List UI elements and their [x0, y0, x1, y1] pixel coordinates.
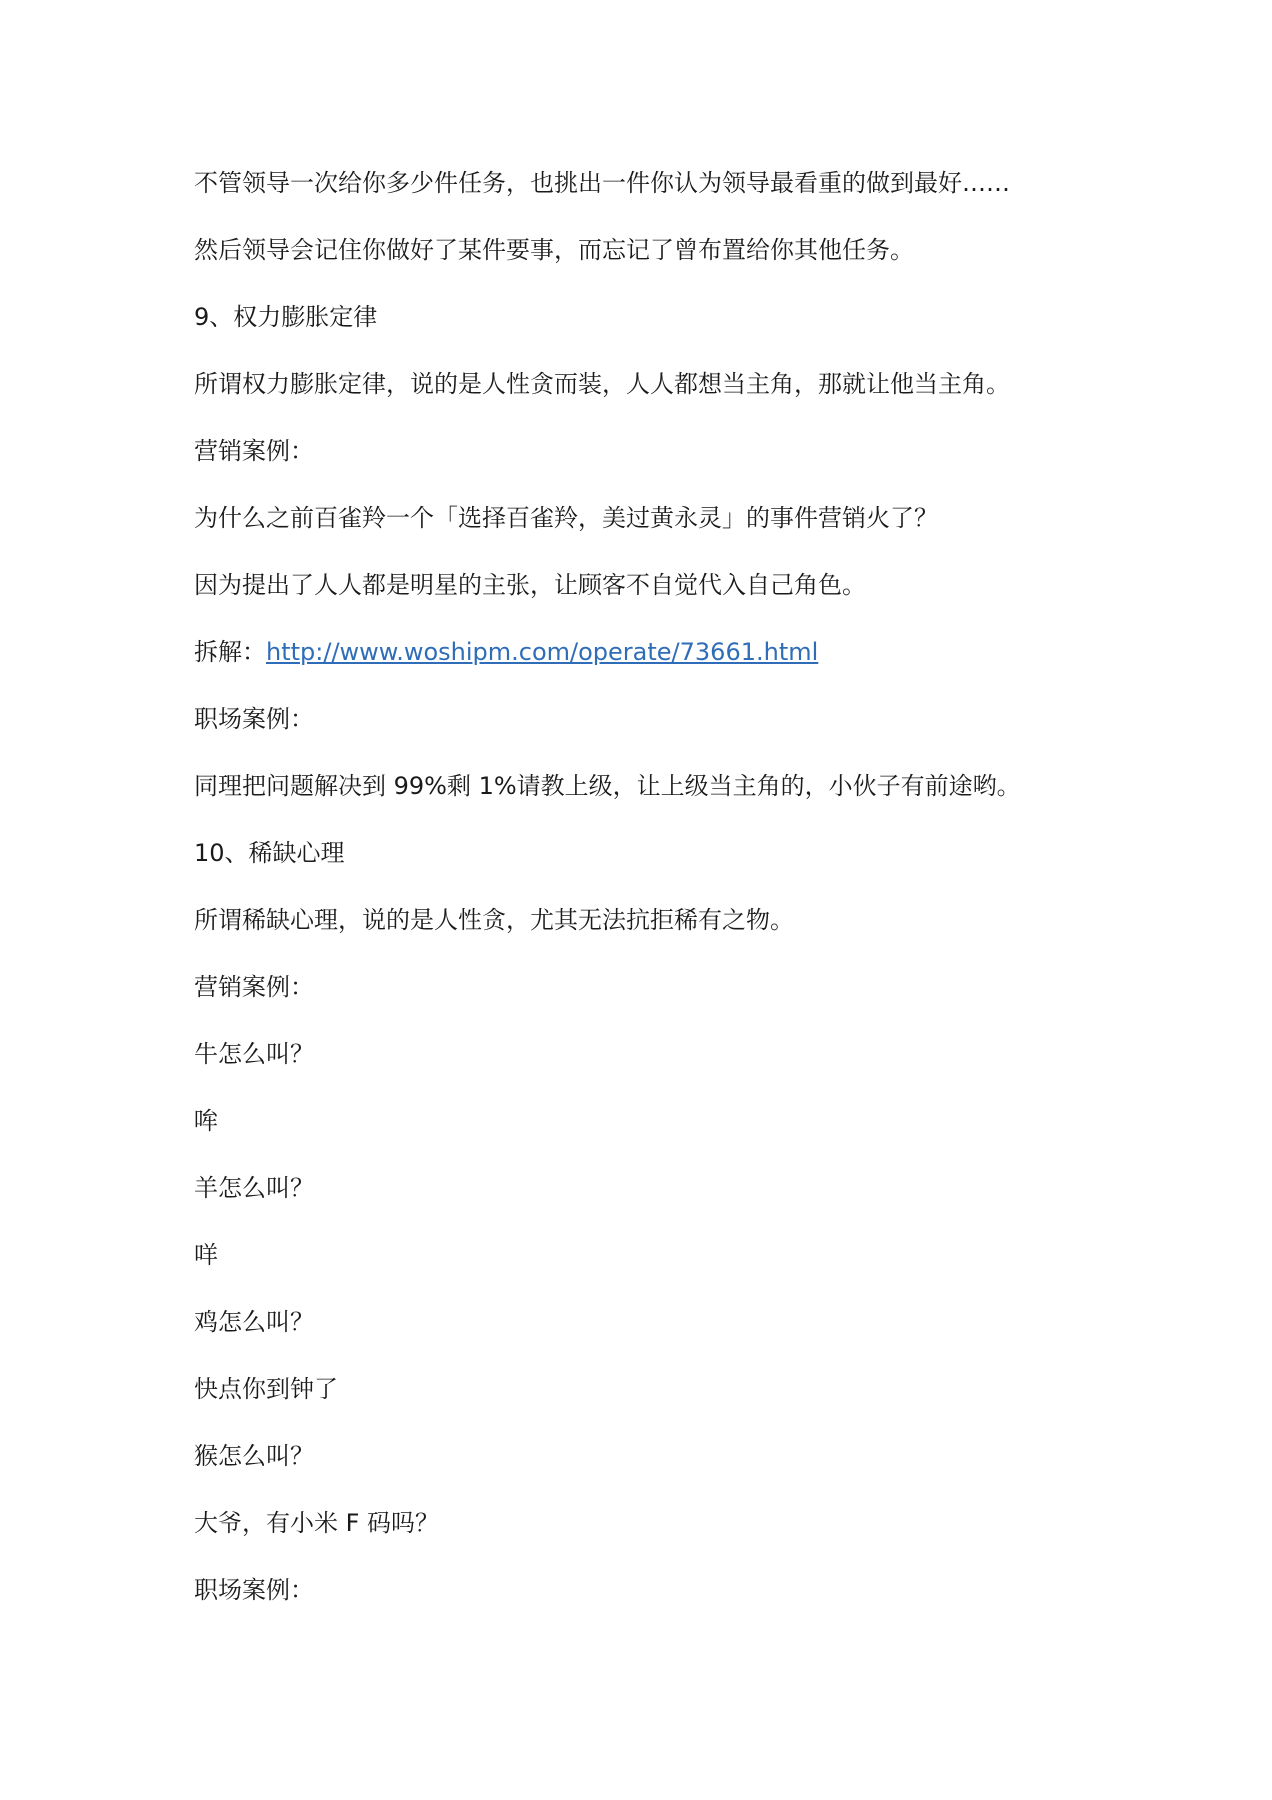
case-label: 职场案例： — [194, 705, 314, 733]
case-label: 职场案例： — [194, 1576, 314, 1604]
link-line — [194, 635, 1094, 702]
paragraph: 然后领导会记住你做好了某件要事，而忘记了曾布置给你其他任务。 — [194, 236, 914, 264]
paragraph: 所谓稀缺心理，说的是人性贪，尤其无法抗拒稀有之物。 — [194, 906, 794, 934]
case-label: 营销案例： — [194, 437, 314, 465]
paragraph: 咩 — [194, 1241, 218, 1269]
section-heading: 9、权力膨胀定律 — [194, 303, 378, 331]
paragraph: 为什么之前百雀羚一个「选择百雀羚，美过黄永灵」的事件营销火了？ — [194, 504, 938, 532]
paragraph: 哞 — [194, 1107, 218, 1135]
paragraph: 不管领导一次给你多少件任务，也挑出一件你认为领导最看重的做到最好…… — [194, 169, 1010, 197]
section-heading: 10、稀缺心理 — [194, 839, 345, 867]
link-prefix: 拆解： — [194, 638, 266, 666]
paragraph: 因为提出了人人都是明星的主张，让顾客不自觉代入自己角色。 — [194, 571, 866, 599]
paragraph: 鸡怎么叫？ — [194, 1308, 314, 1336]
paragraph: 快点你到钟了 — [194, 1375, 338, 1403]
paragraph: 羊怎么叫？ — [194, 1174, 314, 1202]
paragraph: 同理把问题解决到 99%剩 1%请教上级，让上级当主角的，小伙子有前途哟。 — [194, 772, 1021, 800]
paragraph: 猴怎么叫？ — [194, 1442, 314, 1470]
paragraph: 大爷，有小米 F 码吗？ — [194, 1509, 440, 1537]
case-label: 营销案例： — [194, 973, 314, 1001]
document-body — [194, 166, 1094, 1640]
paragraph: 牛怎么叫？ — [194, 1040, 314, 1068]
paragraph: 所谓权力膨胀定律，说的是人性贪而装，人人都想当主角，那就让他当主角。 — [194, 370, 1010, 398]
reference-link[interactable]: http://www.woshipm.com/operate/73661.html — [266, 638, 819, 666]
